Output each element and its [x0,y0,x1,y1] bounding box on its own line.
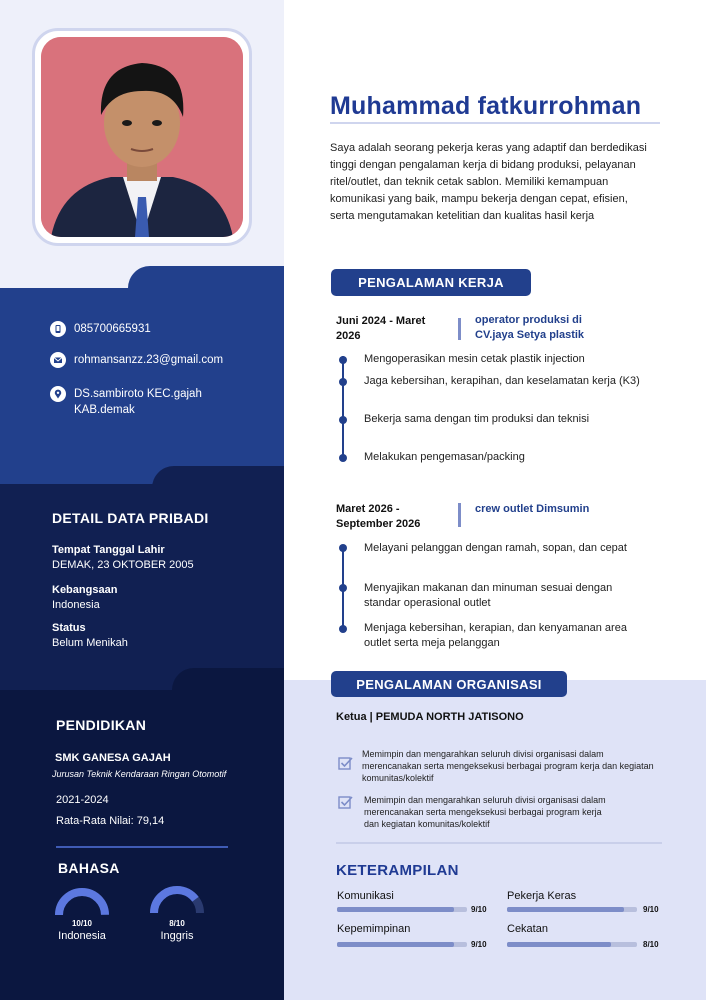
mail-icon [50,352,66,368]
birth-value: DEMAK, 23 OKTOBER 2005 [52,559,194,571]
job-task: Menjaga kebersihan, kerapian, dan kenyamanan area outlet serta meja pelanggan [364,622,627,649]
language-gauge-indonesia [55,888,109,915]
timeline-dot [339,625,347,633]
language-heading: BAHASA [58,860,120,876]
job-role [475,313,584,343]
status-label: Status [52,622,86,634]
job-date-line: 2026 [336,330,361,342]
birth-label: Tempat Tanggal Lahir [52,544,165,556]
timeline-dot [339,584,347,592]
skills-heading: KETERAMPILAN [336,862,459,879]
skill-score: 8/10 [643,940,659,949]
organization-item: Memimpin dan mengarahkan seluruh divisi organisasi dalam merencanakan serta mengeksekusi berbagai program kerja dan kegiatan komunitas/kolektif [364,795,606,829]
divider [330,122,660,124]
skill-bar [507,907,637,912]
school-gpa: Rata-Rata Nilai: 79,14 [56,815,165,827]
skill-score: 9/10 [643,905,659,914]
job-task: Bekerja sama dengan tim produksi dan teknisi [364,413,590,425]
organization-heading: PENGALAMAN ORGANISASI [331,671,567,697]
skill-score: 9/10 [471,940,487,949]
address-text [74,386,202,418]
status-value: Belum Menikah [52,637,128,649]
job-role-line: operator produksi di [475,314,582,326]
timeline-dot [339,356,347,364]
job-date-line: September 2026 [336,518,421,530]
sidebar-education-panel [0,690,284,1000]
organization-item: Memimpin dan mengarahkan seluruh divisi organisasi dalam merencanakan serta mengeksekusi berbagai program kerja dan kegiatan komunitas/kolektif [362,749,654,783]
job-date [336,314,425,344]
skill-bar-fill [507,907,624,912]
skill-name: Komunikasi [337,890,394,902]
job-date-line: Maret 2026 - [336,503,400,515]
job-date [336,502,420,532]
language-score: 8/10 [169,919,185,928]
timeline-dot [339,378,347,386]
location-pin-icon [50,386,66,402]
phone-text: 085700665931 [74,323,151,335]
job-task: Mengoperasikan mesin cetak plastik injection [364,353,585,365]
personal-heading: DETAIL DATA PRIBADI [52,510,209,526]
language-gauge-inggris [150,886,204,913]
role-marker [458,503,461,527]
checkbox-icon [338,795,353,809]
skill-bar [337,907,467,912]
person-portrait-icon [41,37,243,237]
language-name: Inggris [160,930,194,942]
skill-score: 9/10 [471,905,487,914]
main-panel-bottom [284,680,706,1000]
education-heading: PENDIDIKAN [56,717,147,733]
school-major: Jurusan Teknik Kendaraan Ringan Otomotif [52,769,227,779]
address-line: DS.sambiroto KEC.gajah [74,388,202,400]
timeline-dot [339,544,347,552]
job-date-line: Juni 2024 - Maret [336,315,426,327]
contact-address [50,386,202,418]
skill-bar-fill [337,942,454,947]
email-text: rohmansanzz.23@gmail.com [74,354,224,366]
language-score: 10/10 [71,919,93,928]
skill-bar [507,942,637,947]
contact-phone[interactable] [50,321,151,337]
job-role-line: CV.jaya Setya plastik [475,329,585,341]
school-years: 2021-2024 [56,794,109,806]
address-line: KAB.demak [74,404,135,416]
job-task: Melakukan pengemasan/packing [364,451,525,463]
phone-icon [50,321,66,337]
job-task: Menyajikan makanan dan minuman sesuai dengan standar operasional outlet [364,582,613,609]
skill-name: Kepemimpinan [337,923,411,935]
profile-summary: Saya adalah seorang pekerja keras yang adaptif dan berdedikasi tinggi dengan pengalaman kerja di bidang produksi, pelayanan ritel/outlet, dan teknik cetak sablon. Memiliki kemampuan komunikasi yang baik, mampu bekerja dengan cepat, efisien, serta mengutamakan ketelitian dan kualitas hasil kerja [330,142,647,222]
skill-bar [337,942,467,947]
checkbox-icon [338,756,353,770]
role-marker [458,318,461,340]
skill-name: Cekatan [507,923,548,935]
job-task: Jaga kebersihan, kerapihan, dan keselamatan kerja (K3) [364,375,640,387]
work-experience-heading: PENGALAMAN KERJA [331,269,531,296]
nationality-value: Indonesia [52,599,100,611]
skill-bar-fill [507,942,611,947]
organization-title: Ketua | PEMUDA NORTH JATISONO [336,711,524,723]
skill-bar-fill [337,907,454,912]
job-task: Melayani pelanggan dengan ramah, sopan, dan cepat [364,542,627,554]
divider [336,842,662,844]
nationality-label: Kebangsaan [52,584,118,596]
timeline-line [342,356,344,460]
timeline-dot [339,416,347,424]
school-name: SMK GANESA GAJAH [55,752,171,764]
skill-name: Pekerja Keras [507,890,577,902]
contact-email[interactable] [50,352,223,368]
profile-photo [41,37,243,237]
job-role: crew outlet Dimsumin [475,503,590,515]
language-name: Indonesia [58,930,106,942]
timeline-dot [339,454,347,462]
person-name: Muhammad fatkurrohman [330,92,642,120]
divider [56,846,228,848]
profile-photo-frame [32,28,252,246]
